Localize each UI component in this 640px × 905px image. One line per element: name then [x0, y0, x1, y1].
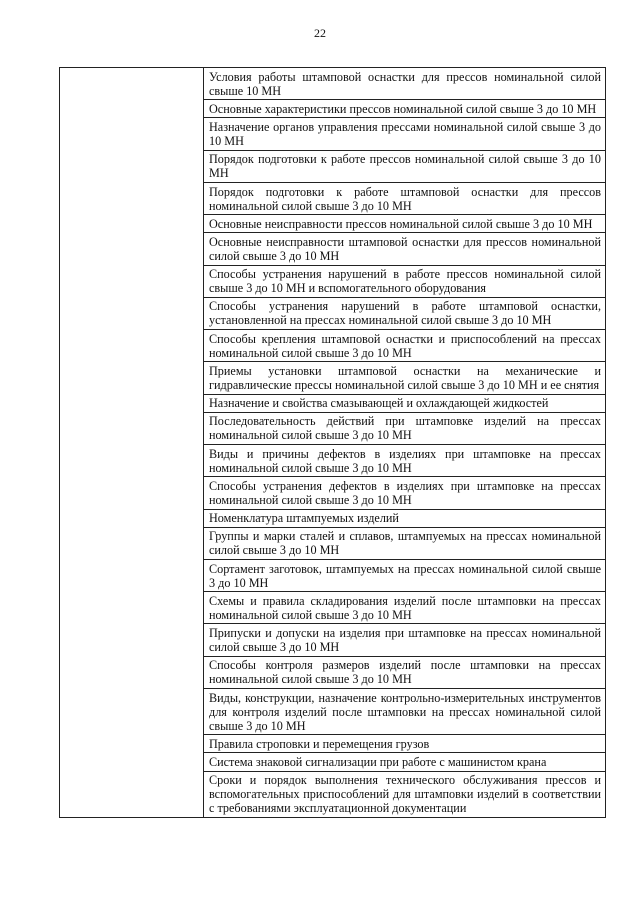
table-row [204, 100, 605, 118]
table-row [204, 657, 605, 689]
table-cell-text: Назначение и свойства смазывающей и охлаждающей жидкостей [209, 396, 549, 411]
table-cell-text: Припуски и допуски на изделия при штамповке на прессах номинальной силой свыше 3 до 10 МН [209, 626, 601, 655]
table-row [204, 151, 605, 183]
table-row [204, 592, 605, 624]
table-row [204, 118, 605, 150]
table-row [204, 68, 605, 100]
table-cell-text: Порядок подготовки к работе прессов номинальной силой свыше 3 до 10 МН [209, 152, 601, 181]
table-cell-text: Назначение органов управления прессами номинальной силой свыше 3 до 10 МН [209, 120, 601, 149]
table-cell-text: Группы и марки сталей и сплавов, штампуемых на прессах номинальной силой свыше 3 до 10 МН [209, 529, 601, 558]
table-row [204, 362, 605, 394]
table-row [204, 183, 605, 215]
table-cell-text: Виды, конструкции, назначение контрольно-измерительных инструментов для контроля изделий после штамповки на прессах номинальной силой свыше 3 до 10 МН [209, 690, 601, 733]
table-row [204, 624, 605, 656]
table-row [204, 395, 605, 413]
table-row [204, 477, 605, 509]
table-cell-text: Основные характеристики прессов номинальной силой свыше 3 до 10 МН [209, 101, 597, 116]
table-cell-text: Способы устранения нарушений в работе штамповой оснастки, установленной на прессах номинальной силой свыше 3 до 10 МН [209, 299, 601, 328]
table-row [204, 445, 605, 477]
table-cell-text: Способы крепления штамповой оснастки и приспособлений на прессах номинальной силой свыше 3 до 10 МН [209, 331, 601, 360]
table-row [204, 560, 605, 592]
table-cell-text: Условия работы штамповой оснастки для прессов номинальной силой свыше 10 МН [209, 69, 601, 98]
table-row [204, 215, 605, 233]
table-right-column [204, 68, 605, 817]
table-row [204, 753, 605, 771]
table-row [204, 528, 605, 560]
table-cell-text: Схемы и правила складирования изделий после штамповки на прессах номинальной силой свыше 3 до 10 МН [209, 593, 601, 622]
table-cell-text: Способы контроля размеров изделий после штамповки на прессах номинальной силой свыше 3 до 10 МН [209, 658, 601, 687]
table-row [204, 266, 605, 298]
table-row [204, 330, 605, 362]
table-cell-text: Система знаковой сигнализации при работе с машинистом крана [209, 755, 547, 769]
table-cell-text: Виды и причины дефектов в изделиях при штамповке на прессах номинальной силой свыше 3 до 10 МН [209, 446, 601, 475]
table-row [204, 772, 605, 817]
page-number: 22 [314, 26, 326, 40]
knowledge-table [59, 67, 606, 818]
table-row [204, 413, 605, 445]
table-cell-text: Приемы установки штамповой оснастки на механические и гидравлические прессы номинальной силой свыше 3 до 10 МН и ее снятия [209, 363, 601, 392]
table-cell-text: Сортамент заготовок, штампуемых на прессах номинальной силой свыше 3 до 10 МН [209, 561, 601, 590]
table-cell-text: Порядок подготовки к работе штамповой оснастки для прессов номинальной силой свыше 3 до 10 МН [209, 184, 601, 213]
table-row [204, 510, 605, 528]
table-row [204, 233, 605, 265]
table-row [204, 689, 605, 735]
table-cell-text: Правила строповки и перемещения грузов [209, 736, 430, 751]
table-row [204, 735, 605, 753]
table-cell-text: Номенклатура штампуемых изделий [209, 511, 399, 526]
table-left-column [60, 68, 204, 817]
table-cell-text: Последовательность действий при штамповке изделий на прессах номинальной силой свыше 3 до 10 МН [209, 414, 601, 443]
table-cell-text: Основные неисправности штамповой оснастки для прессов номинальной силой свыше 3 до 10 МН [209, 235, 601, 264]
table-cell-text: Способы устранения нарушений в работе прессов номинальной силой свыше 3 до 10 МН и вспомогательного оборудования [209, 267, 601, 296]
table-cell-text: Способы устранения дефектов в изделиях при штамповке на прессах номинальной силой свыше 3 до 10 МН [209, 478, 601, 507]
table-row [204, 298, 605, 330]
table-cell-text: Сроки и порядок выполнения технического обслуживания прессов и вспомогательных приспособлений для штамповки изделий в соответствии с требованиями эксплуатационной документации [209, 773, 601, 816]
table-cell-text: Основные неисправности прессов номинальной силой свыше 3 до 10 МН [209, 216, 593, 231]
